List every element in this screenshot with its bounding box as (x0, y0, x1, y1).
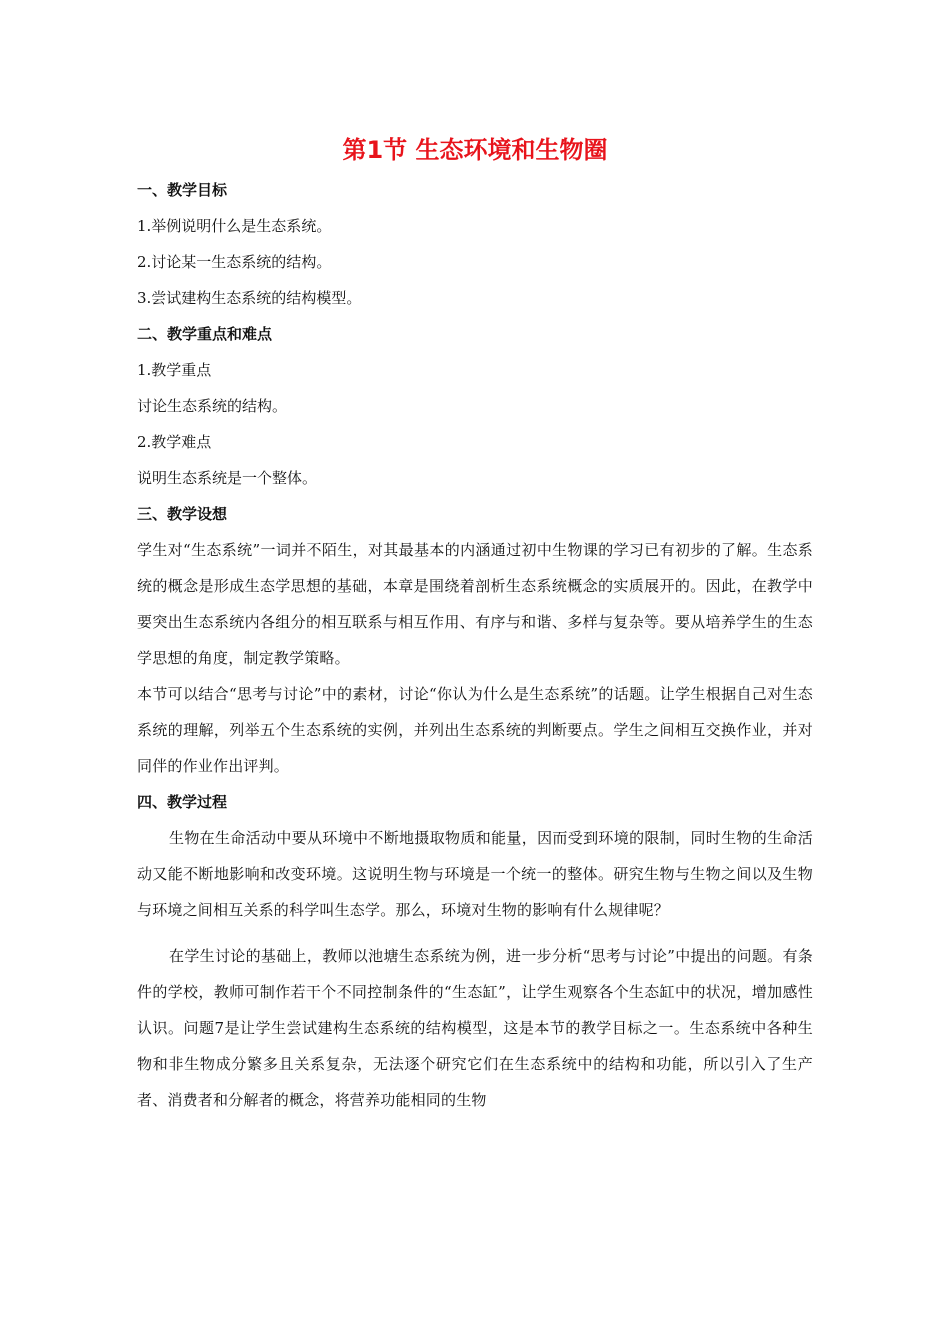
design-paragraph-2: 本节可以结合“思考与讨论”中的素材，讨论“你认为什么是生态系统”的话题。让学生根据自己对生态系统的理解，列举五个生态系统的实例，并列出生态系统的判断要点。学生之间相互交换作业，并对同伴的作业作出评判。 (137, 685, 813, 775)
paragraph-spacer (137, 928, 813, 938)
objective-item: 1.举例说明什么是生态系统。 (137, 217, 332, 235)
section-heading-design: 三、教学设想 (137, 505, 228, 523)
key-point-label: 1.教学重点 (137, 361, 212, 379)
section-heading-key-points: 二、教学重点和难点 (137, 325, 273, 343)
document-page (137, 130, 813, 1118)
page-title: 第1节 生态环境和生物圈 (342, 136, 608, 164)
difficulty-text: 说明生态系统是一个整体。 (137, 469, 318, 487)
process-paragraph-2: 在学生讨论的基础上，教师以池塘生态系统为例，进一步分析“思考与讨论”中提出的问题。有条件的学校，教师可制作若干个不同控制条件的“生态缸”，让学生观察各个生态缸中的状况，增加感性认识。问题7是让学生尝试建构生态系统的结构模型，这是本节的教学目标之一。生态系统中各种生物和非生物成分繁多且关系复杂，无法逐个研究它们在生态系统中的结构和功能，所以引入了生产者、消费者和分解者的概念，将营养功能相同的生物 (137, 947, 813, 1109)
key-point-text: 讨论生态系统的结构。 (137, 397, 288, 415)
section-heading-process: 四、教学过程 (137, 793, 228, 811)
process-paragraph-1: 生物在生命活动中要从环境中不断地摄取物质和能量，因而受到环境的限制，同时生物的生命活动又能不断地影响和改变环境。这说明生物与环境是一个统一的整体。研究生物与生物之间以及生物与环境之间相互关系的科学叫生态学。那么，环境对生物的影响有什么规律呢？ (137, 829, 813, 919)
design-paragraph-1: 学生对“生态系统”一词并不陌生，对其最基本的内涵通过初中生物课的学习已有初步的了解。生态系统的概念是形成生态学思想的基础，本章是围绕着剖析生态系统概念的实质展开的。因此，在教学中要突出生态系统内各组分的相互联系与相互作用、有序与和谐、多样与复杂等。要从培养学生的生态学思想的角度，制定教学策略。 (137, 541, 813, 667)
objective-item: 3.尝试建构生态系统的结构模型。 (137, 289, 362, 307)
objective-item: 2.讨论某一生态系统的结构。 (137, 253, 332, 271)
difficulty-label: 2.教学难点 (137, 433, 212, 451)
section-heading-objectives: 一、教学目标 (137, 181, 228, 199)
